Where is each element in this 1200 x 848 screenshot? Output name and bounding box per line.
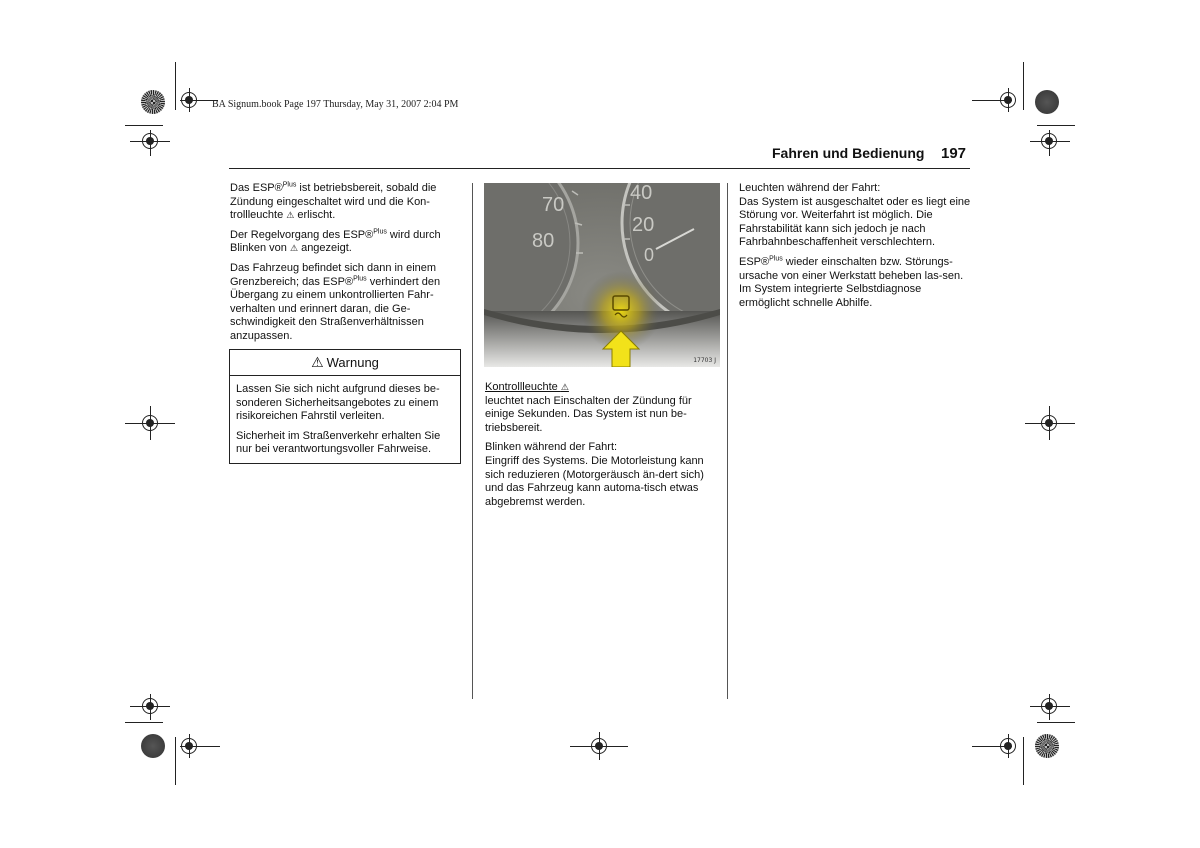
dashboard-illustration [484,183,720,367]
light-label: Leuchten während der Fahrt: [739,182,881,194]
dial-label-20: 20 [632,214,655,236]
instrument-cluster-photo [484,183,720,367]
dial-label-0: 0 [644,245,655,265]
esp-warning-icon: ⚠ [286,210,295,221]
registration-mark-tr [1000,92,1016,108]
blink-text: Eingriff des Systems. Die Motorleistung kann sich reduzieren (Motorgeräusch än-dert sich) und das Fahrzeug kann automa-tisch etwas abgebremst werden. [485,454,704,508]
warning-paragraph-1: Lassen Sie sich nicht aufgrund dieses be-sonderen Sicherheitsangebotes zu einem risikoreichen Fahrstil verleiten. [236,383,440,423]
registration-mark-tr2 [1041,133,1057,149]
warning-header [230,350,460,376]
page-number: 197 [941,145,967,162]
column-divider-2 [727,183,728,699]
registration-mark-br2 [1041,698,1057,714]
warning-box [229,349,461,464]
registration-mark-ml [142,415,158,431]
paragraph-reactivate: ESP®$^{Plus}$ wieder einschalten bzw. Störungs-ursache von einer Werkstatt beheben las-sen. Im System integrierte Selbstdiagnose ermöglicht schnelle Abhilfe. [739,255,964,309]
registration-mark-tl2 [142,133,158,149]
registration-mark-bl [181,738,197,754]
blink-label: Blinken während der Fahrt: [485,441,618,454]
warning-paragraph-2: Sicherheit im Straßenverkehr erhalten Sie nur bei verantwortungsvoller Fahrweise. [236,429,441,456]
esp-warning-icon: ⚠ [289,243,299,254]
dial-label-40: 40 [630,183,653,204]
registration-mark-br [1000,738,1016,754]
column-1 [230,182,462,350]
dial-label-80: 80 [532,230,555,252]
starburst-mark-bl [141,734,165,758]
registration-mark-bc [591,738,607,754]
paragraph-regelvorgang: Der Regelvorgang des ESP®$^{Plus}$ wird durch Blinken von ⚠ angezeigt. [230,228,441,255]
starburst-mark-tl [141,90,165,114]
registration-mark-mr [1041,415,1057,431]
dial-label-70: 70 [542,194,565,216]
registration-mark-bl2 [142,698,158,714]
light-text: Das System ist ausgeschaltet oder es liegt eine Störung vor. Weiterfahrt ist möglich. Die Fahrstabilität kann sich jedoch je nach Fahrbahnbeschaffenheit verschlechtern. [739,195,971,249]
print-header-info: BA Signum.book Page 197 Thursday, May 31, 2007 2:04 PM [212,99,459,110]
registration-mark-tl [181,92,197,108]
starburst-mark-br [1035,734,1059,758]
figure-id: 17703 J [693,357,716,364]
warning-body [230,376,460,457]
starburst-mark-tr [1035,90,1059,114]
header-rule [229,168,970,169]
esp-warning-icon: ⚠ [560,382,569,392]
column-divider-1 [472,183,473,699]
paragraph-esp-ready: Das ESP®$^{Plus}$ ist betriebsbereit, sobald die Zündung eingeschaltet wird und die Kon-trollleuchte ⚠ erlischt. [230,181,437,222]
caption-text: leuchtet nach Einschalten der Zündung für einige Sekunden. Das System ist nun be-triebsbereit. [485,394,692,434]
column-2 [485,381,717,515]
warning-title: Warnung [326,355,379,370]
section-title: Fahren und Bedienung [772,145,925,161]
warning-triangle-icon: ⚠ [311,354,324,370]
paragraph-grenzbereich: Das Fahrzeug befindet sich dann in einem Grenzbereich; das ESP®$^{Plus}$ verhindert den Übergang zu einem unkontrollierten Fahr-verhalten und erinnert daran, die Ge-schwindigkeit den Straßenverhältnissen anzupassen. [230,261,441,342]
column-3 [739,182,973,316]
caption-label: Kontrollleuchte ⚠ [485,381,569,393]
